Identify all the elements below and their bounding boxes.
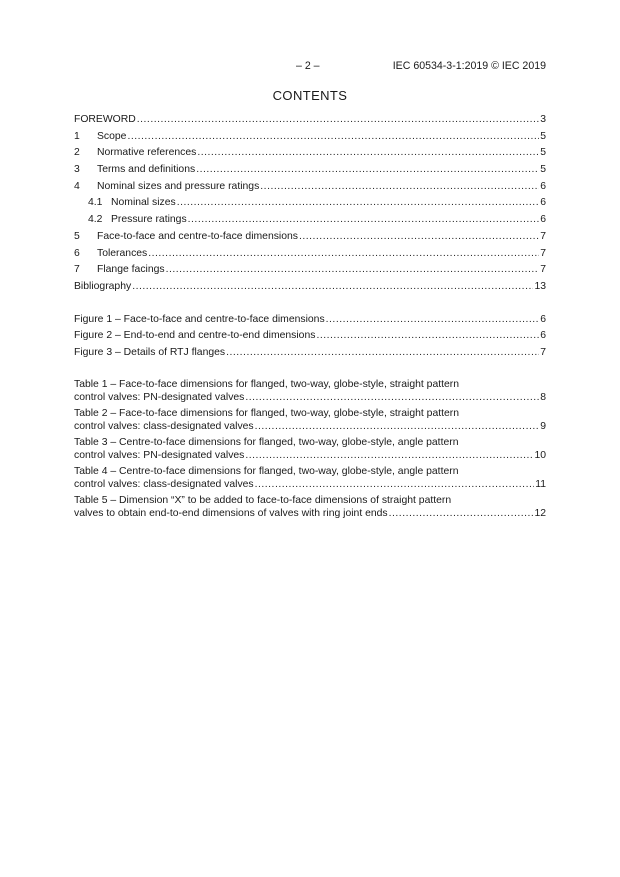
- table-entry[interactable]: [74, 465, 546, 492]
- toc-entry-terms-and-definitions[interactable]: [74, 162, 546, 179]
- toc-entry-flange-facings[interactable]: [74, 262, 546, 279]
- dot-leader: [255, 420, 540, 434]
- table-entry-title-cont: valves to obtain end-to-end dimensions of valves with ring joint ends: [74, 508, 388, 520]
- toc-entry-number: 4.2: [88, 214, 103, 226]
- toc-entry-page: 3: [540, 114, 546, 125]
- figure-entry-page: 6: [540, 330, 546, 342]
- figure-entry[interactable]: [74, 312, 546, 329]
- toc-entry-number: 6: [74, 247, 80, 259]
- toc-entry-number: 4.1: [88, 197, 103, 209]
- dot-leader: [260, 179, 539, 196]
- toc-entry-page: 5: [540, 164, 546, 176]
- table-entry-title: Table 1 – Face-to-face dimensions for flanged, two-way, globe-style, straight pattern: [74, 378, 460, 390]
- toc-entry-label: Scope: [97, 130, 127, 142]
- toc-entry-scope[interactable]: [74, 129, 546, 146]
- figure-entry[interactable]: [74, 345, 546, 362]
- figure-entry-label: Figure 2 – End-to-end and centre-to-end dimensions: [74, 330, 316, 342]
- dot-leader: [316, 328, 539, 345]
- toc-entry-label: Nominal sizes and pressure ratings: [97, 180, 260, 192]
- table-entry-page: 10: [534, 450, 546, 462]
- toc-entry-label: Bibliography: [74, 280, 132, 292]
- toc-entry-page: 13: [534, 280, 546, 292]
- toc-entry-number: 4: [74, 180, 80, 192]
- toc-entry-pressure-ratings[interactable]: [74, 212, 546, 229]
- standard-reference: IEC 60534-3-1:2019 © IEC 2019: [392, 60, 546, 72]
- table-entry[interactable]: [74, 378, 546, 405]
- table-entry[interactable]: [74, 436, 546, 463]
- table-entry[interactable]: [74, 407, 546, 434]
- toc-entry-number: 2: [74, 147, 80, 159]
- list-of-tables: [74, 378, 546, 521]
- table-entry-title: Table 5 – Dimension “X” to be added to face-to-face dimensions of straight pattern: [74, 494, 452, 506]
- toc-entry-nominal-sizes-and-pressure-ratings[interactable]: [74, 179, 546, 196]
- toc-entry-face-to-face-dimensions[interactable]: [74, 229, 546, 246]
- toc-entry-page: 6: [540, 197, 546, 209]
- page-number: – 2 –: [296, 60, 320, 72]
- table-of-contents: [74, 112, 546, 523]
- table-entry-title: Table 4 – Centre-to-face dimensions for flanged, two-way, globe-style, angle pattern: [74, 465, 459, 477]
- figure-entry-label: Figure 3 – Details of RTJ flanges: [74, 346, 226, 358]
- table-entry-page: 8: [540, 392, 546, 404]
- toc-entry-nominal-sizes[interactable]: [74, 195, 546, 212]
- table-entry-page: 11: [535, 479, 546, 491]
- dot-leader: [127, 129, 539, 146]
- toc-entry-label: Normative references: [97, 147, 197, 159]
- dot-leader: [166, 262, 540, 279]
- toc-entry-label: Flange facings: [97, 264, 165, 276]
- toc-entry-page: 5: [540, 130, 546, 142]
- dot-leader: [245, 449, 533, 463]
- toc-entry-label: Nominal sizes: [111, 197, 176, 209]
- dot-leader: [137, 112, 539, 129]
- toc-entry-page: 7: [540, 230, 546, 242]
- toc-entry-bibliography[interactable]: [74, 279, 546, 296]
- toc-entry-label: Face-to-face and centre-to-face dimensions: [97, 230, 298, 242]
- section-spacer: [74, 362, 546, 378]
- toc-entry-page: 6: [540, 214, 546, 226]
- table-entry-page: 12: [534, 508, 546, 520]
- toc-sections: [74, 112, 546, 296]
- section-spacer: [74, 296, 546, 312]
- dot-leader: [196, 162, 539, 179]
- table-entry-title: Table 3 – Centre-to-face dimensions for flanged, two-way, globe-style, angle pattern: [74, 436, 459, 448]
- toc-entry-number: 7: [74, 264, 80, 276]
- dot-leader: [226, 345, 539, 362]
- list-of-figures: [74, 312, 546, 362]
- toc-entry-page: 7: [540, 264, 546, 276]
- figure-entry-page: 7: [540, 346, 546, 358]
- toc-entry-tolerances[interactable]: [74, 246, 546, 263]
- table-entry-title: Table 2 – Face-to-face dimensions for flanged, two-way, globe-style, straight pattern: [74, 407, 460, 419]
- toc-entry-label: Terms and definitions: [97, 164, 196, 176]
- dot-leader: [132, 279, 533, 296]
- table-entry-page: 9: [540, 421, 546, 433]
- toc-entry-number: 3: [74, 164, 80, 176]
- dot-leader: [255, 478, 535, 492]
- toc-entry-number: 5: [74, 230, 80, 242]
- figure-entry[interactable]: [74, 328, 546, 345]
- toc-entry-page: 5: [540, 147, 546, 159]
- dot-leader: [188, 212, 540, 229]
- toc-entry-page: 6: [540, 180, 546, 192]
- dot-leader: [177, 195, 540, 212]
- toc-entry-label: Pressure ratings: [111, 214, 187, 226]
- table-entry[interactable]: [74, 494, 546, 521]
- toc-entry-page: 7: [540, 247, 546, 259]
- toc-entry-label: FOREWORD: [74, 114, 136, 125]
- dot-leader: [197, 145, 539, 162]
- table-entry-title-cont: control valves: class-designated valves: [74, 479, 254, 491]
- toc-entry-label: Tolerances: [97, 247, 148, 259]
- dot-leader: [245, 391, 539, 405]
- toc-entry-number: 1: [74, 130, 80, 142]
- page-title: CONTENTS: [272, 88, 348, 103]
- table-entry-title-cont: control valves: class-designated valves: [74, 421, 254, 433]
- dot-leader: [389, 507, 534, 521]
- dot-leader: [299, 229, 539, 246]
- toc-entry-normative-references[interactable]: [74, 145, 546, 162]
- table-entry-title-cont: control valves: PN-designated valves: [74, 450, 245, 462]
- dot-leader: [148, 246, 539, 263]
- toc-entry-foreword[interactable]: [74, 112, 546, 129]
- figure-entry-label: Figure 1 – Face-to-face and centre-to-face dimensions: [74, 313, 325, 325]
- figure-entry-page: 6: [540, 313, 546, 325]
- table-entry-title-cont: control valves: PN-designated valves: [74, 392, 245, 404]
- dot-leader: [326, 312, 540, 329]
